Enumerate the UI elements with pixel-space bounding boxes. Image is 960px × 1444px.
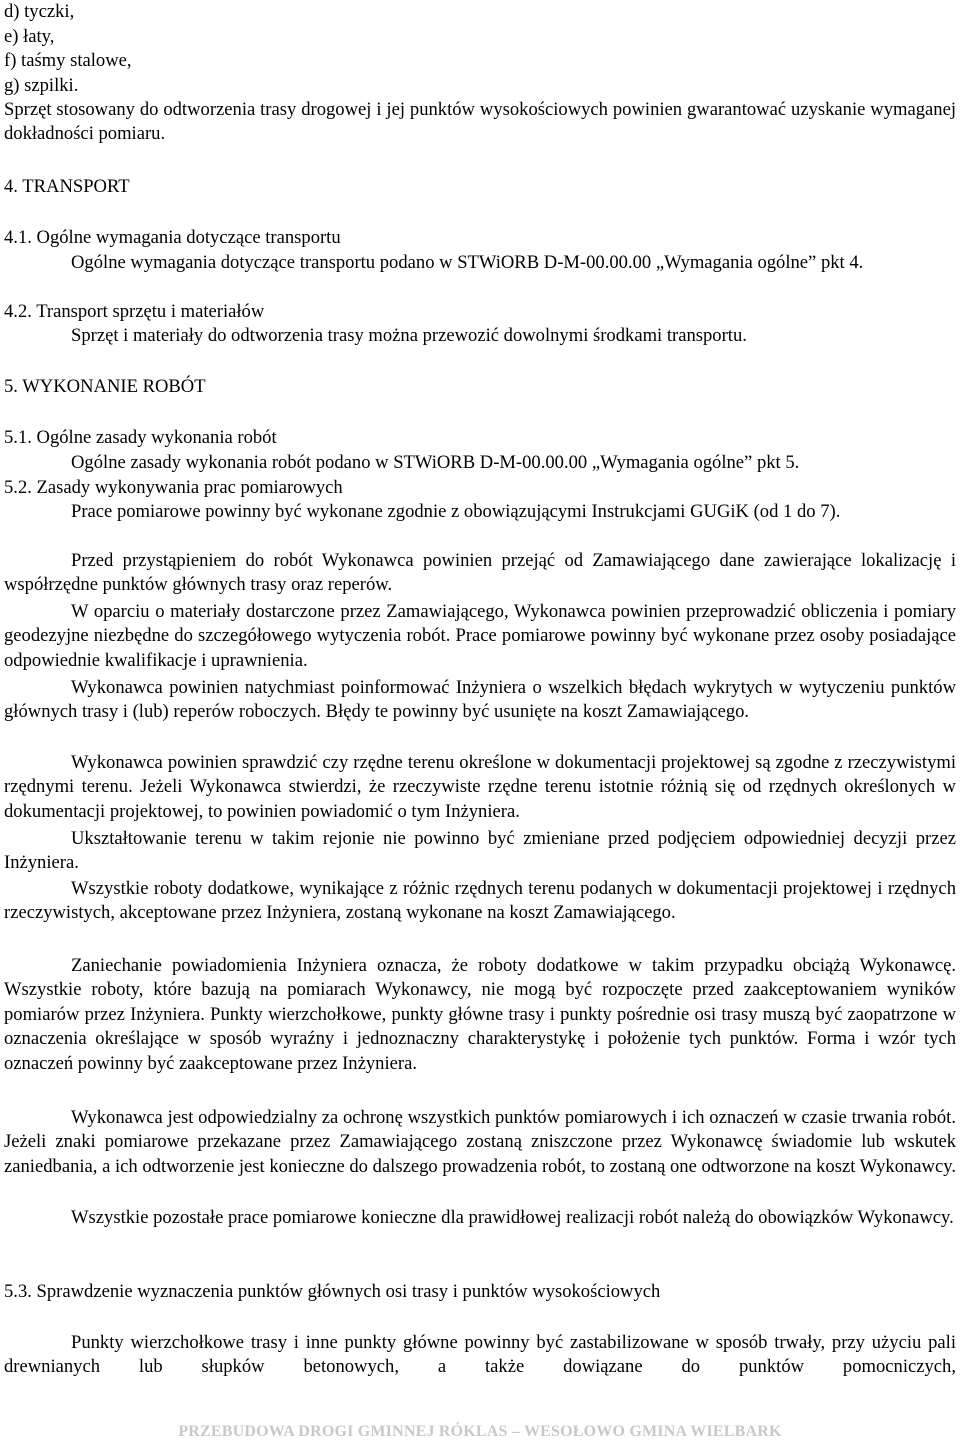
subsection-heading: 4.1. Ogólne wymagania dotyczące transportu [4, 227, 341, 248]
paragraph: Przed przystąpieniem do robót Wykonawca powinien przejąć od Zamawiającego dane zawierające lokalizację i współrzędne punktów głównych trasy oraz reperów. [4, 550, 956, 596]
paragraph: Wykonawca jest odpowiedzialny za ochronę wszystkich punktów pomiarowych i ich oznaczeń w czasie trwania robót. Jeżeli znaki pomiarowe przekazane przez Zamawiającego zostaną zniszczone przez Wykonawcę świadomie lub wskutek zaniedbania, a ich odtworzenie jest konieczne do dalszego prowadzenia robót, to zostaną one odtworzone na koszt Wykonawcy. [4, 1107, 956, 1177]
paragraph: Wykonawca powinien natychmiast poinformować Inżyniera o wszelkich błędach wykrytych w wytyczeniu punktów głównych trasy i (lub) reperów roboczych. Błędy te powinny być usunięte na koszt Zamawiającego. [4, 677, 956, 723]
paragraph: Wszystkie pozostałe prace pomiarowe konieczne dla prawidłowej realizacji robót należą do obowiązków Wykonawcy. [71, 1207, 954, 1228]
section-heading: 5. WYKONANIE ROBÓT [4, 376, 206, 397]
paragraph: Sprzęt i materiały do odtworzenia trasy można przewozić dowolnymi środkami transportu. [71, 325, 747, 346]
paragraph: Ogólne wymagania dotyczące transportu podano w STWiORB D-M-00.00.00 „Wymagania ogólne” pkt 4. [71, 251, 864, 273]
paragraph: Punkty wierzchołkowe trasy i inne punkty główne powinny być zastabilizowane w sposób trwały, przy użyciu pali drewnianych lub słupków betonowych, a także dowiązane do punktów pomocniczych, [4, 1332, 956, 1378]
list-item: f) taśmy stalowe, [4, 50, 132, 71]
section-heading: 4. TRANSPORT [4, 176, 130, 197]
list-item: e) łaty, [4, 25, 55, 47]
paragraph: Ogólne zasady wykonania robót podano w STWiORB D-M-00.00.00 „Wymagania ogólne” pkt 5. [71, 451, 800, 473]
paragraph: Prace pomiarowe powinny być wykonane zgodnie z obowiązującymi Instrukcjami GUGiK (od 1 do 7). [71, 501, 841, 522]
paragraph: Zaniechanie powiadomienia Inżyniera oznacza, że roboty dodatkowe w takim przypadku obciążą Wykonawcę. Wszystkie roboty, które bazują na pomiarach Wykonawcy, nie mogą być rozpoczęte przed zaakceptowaniem wyników pomiarów przez Inżyniera. Punkty wierzchołkowe, punkty główne trasy i punkty pośrednie osi trasy muszą być zaopatrzone w oznaczenia określające w sposób wyraźny i jednoznaczny charakterystykę i położenie tych punktów. Forma i wzór tych oznaczeń powinny być zaakceptowane przez Inżyniera. [4, 955, 956, 1074]
list-item: d) tyczki, [4, 1, 75, 22]
paragraph: Wszystkie roboty dodatkowe, wynikające z różnic rzędnych terenu podanych w dokumentacji projektowej i rzędnych rzeczywistych, akceptowane przez Inżyniera, zostaną wykonane na koszt Zamawiającego. [4, 878, 956, 924]
list-item: g) szpilki. [4, 74, 79, 96]
subsection-heading: 5.2. Zasady wykonywania prac pomiarowych [4, 476, 343, 498]
subsection-heading: 4.2. Transport sprzętu i materiałów [4, 300, 265, 322]
paragraph: Ukształtowanie terenu w takim rejonie nie powinno być zmieniane przed podjęciem odpowiedniej decyzji przez Inżyniera. [4, 828, 956, 874]
paragraph: Wykonawca powinien sprawdzić czy rzędne terenu określone w dokumentacji projektowej są zgodne z rzeczywistymi rzędnymi terenu. Jeżeli Wykonawca stwierdzi, że rzeczywiste rzędne terenu istotnie różnią się od rzędnych określonych w dokumentacji projektowej, to powinien powiadomić o tym Inżyniera. [4, 752, 956, 822]
subsection-heading: 5.3. Sprawdzenie wyznaczenia punktów głównych osi trasy i punktów wysokościowych [4, 1281, 661, 1302]
paragraph: W oparciu o materiały dostarczone przez Zamawiającego, Wykonawca powinien przeprowadzić obliczenia i pomiary geodezyjne niezbędne do szczegółowego wytyczenia robót. Prace pomiarowe powinny być wykonane przez osoby posiadające odpowiednie kwalifikacje i uprawnienia. [4, 601, 956, 671]
intro-paragraph: Sprzęt stosowany do odtworzenia trasy drogowej i jej punktów wysokościowych powinien gwarantować uzyskanie wymaganej dokładności pomiaru. [4, 99, 956, 145]
page-footer: PRZEBUDOWA DROGI GMINNEJ RÓKLAS – WESOŁOWO GMINA WIELBARK [178, 1423, 782, 1440]
subsection-heading: 5.1. Ogólne zasady wykonania robót [4, 427, 277, 448]
